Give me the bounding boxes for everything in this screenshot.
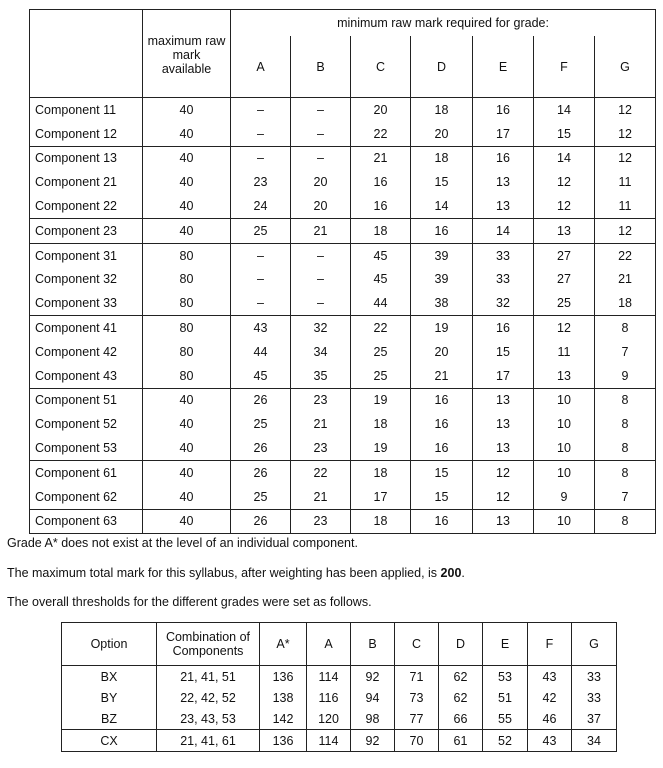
table-row xyxy=(30,122,656,146)
max-mark-cell: 40 xyxy=(143,194,231,218)
grade-cell: 16 xyxy=(411,412,473,436)
grade-cell: 26 xyxy=(231,460,291,484)
table-row xyxy=(30,460,656,484)
grade-cell: 15 xyxy=(473,340,534,364)
grade-cell: 9 xyxy=(595,364,656,388)
grade-cell: 25 xyxy=(351,364,411,388)
grade-cell: 15 xyxy=(411,460,473,484)
grade-cell: – xyxy=(291,146,351,170)
grade-cell: 20 xyxy=(411,122,473,146)
option-grade-cell: 70 xyxy=(395,730,439,752)
grade-cell: 7 xyxy=(595,485,656,509)
max-mark-cell: 40 xyxy=(143,436,231,460)
option-grade-cell: 43 xyxy=(528,666,572,688)
max-mark-cell: 40 xyxy=(143,509,231,534)
grade-cell: – xyxy=(291,243,351,267)
option-thresholds-table xyxy=(61,622,617,752)
grade-cell: – xyxy=(231,291,291,315)
grade-cell: 38 xyxy=(411,291,473,315)
table-row xyxy=(30,243,656,267)
option-grade-cell: 42 xyxy=(528,687,572,708)
grade-cell: 8 xyxy=(595,460,656,484)
table-row xyxy=(30,146,656,170)
grade-cell: 15 xyxy=(411,485,473,509)
grade-cell: 11 xyxy=(534,340,595,364)
option-grade-cell: 138 xyxy=(260,687,307,708)
grade-cell: 44 xyxy=(231,340,291,364)
combination-cell: 22, 42, 52 xyxy=(157,687,260,708)
option-grade-cell: 66 xyxy=(439,708,483,730)
table-row xyxy=(62,687,617,708)
grade-cell: 21 xyxy=(291,485,351,509)
option-grade-header: G xyxy=(572,623,617,666)
grade-cell: 12 xyxy=(473,460,534,484)
max-mark-cell: 80 xyxy=(143,316,231,340)
grade-cell: – xyxy=(291,122,351,146)
grade-cell: 32 xyxy=(291,316,351,340)
option-grade-header: E xyxy=(483,623,528,666)
grade-cell: 20 xyxy=(411,340,473,364)
table-row xyxy=(30,340,656,364)
grade-cell: 12 xyxy=(595,218,656,243)
option-grade-cell: 73 xyxy=(395,687,439,708)
grade-cell: 7 xyxy=(595,340,656,364)
grade-cell: – xyxy=(291,98,351,122)
grade-cell: – xyxy=(231,268,291,292)
option-grade-cell: 37 xyxy=(572,708,617,730)
grade-header-d: D xyxy=(411,36,473,98)
option-grade-header: D xyxy=(439,623,483,666)
option-header-row xyxy=(62,623,617,666)
max-header-line: maximum raw xyxy=(147,33,226,48)
grade-cell: – xyxy=(231,98,291,122)
component-name: Component 61 xyxy=(30,460,143,484)
grade-cell: 8 xyxy=(595,509,656,534)
table-row xyxy=(30,291,656,315)
grade-cell: 14 xyxy=(534,146,595,170)
grade-cell: 12 xyxy=(534,316,595,340)
grade-cell: 25 xyxy=(231,218,291,243)
grade-cell: 25 xyxy=(231,412,291,436)
max-mark-cell: 40 xyxy=(143,170,231,194)
table-row xyxy=(30,194,656,218)
max-mark-cell: 40 xyxy=(143,218,231,243)
grade-cell: 15 xyxy=(411,170,473,194)
component-name: Component 12 xyxy=(30,122,143,146)
max-mark-cell: 40 xyxy=(143,98,231,122)
thresholds-note: The overall thresholds for the different grades were set as follows. xyxy=(7,595,372,609)
combination-cell: 23, 43, 53 xyxy=(157,708,260,730)
grade-cell: 16 xyxy=(351,194,411,218)
grade-cell: 18 xyxy=(351,412,411,436)
table-row xyxy=(30,268,656,292)
grade-cell: 16 xyxy=(411,436,473,460)
grade-cell: 16 xyxy=(473,316,534,340)
grade-cell: 32 xyxy=(473,291,534,315)
grade-header-a: A xyxy=(231,36,291,98)
option-cell: BZ xyxy=(62,708,157,730)
option-grade-cell: 34 xyxy=(572,730,617,752)
grade-cell: 10 xyxy=(534,412,595,436)
option-grade-header: C xyxy=(395,623,439,666)
grade-cell: 13 xyxy=(534,364,595,388)
grade-cell: 18 xyxy=(351,509,411,534)
option-grade-cell: 94 xyxy=(351,687,395,708)
grade-cell: 33 xyxy=(473,243,534,267)
option-cell: BX xyxy=(62,666,157,688)
table-row xyxy=(30,388,656,412)
grade-cell: 27 xyxy=(534,268,595,292)
grade-cell: 16 xyxy=(411,218,473,243)
grade-cell: 22 xyxy=(291,460,351,484)
grade-header-g: G xyxy=(595,36,656,98)
table-row xyxy=(30,412,656,436)
grade-cell: 34 xyxy=(291,340,351,364)
component-name: Component 41 xyxy=(30,316,143,340)
option-grade-cell: 61 xyxy=(439,730,483,752)
max-mark-cell: 80 xyxy=(143,291,231,315)
option-grade-cell: 136 xyxy=(260,730,307,752)
grade-cell: 13 xyxy=(473,388,534,412)
max-mark-cell: 40 xyxy=(143,146,231,170)
table-row xyxy=(30,98,656,122)
grade-cell: – xyxy=(231,122,291,146)
option-grade-cell: 52 xyxy=(483,730,528,752)
grade-cell: 45 xyxy=(351,243,411,267)
component-name: Component 33 xyxy=(30,291,143,315)
grade-cell: 22 xyxy=(595,243,656,267)
max-mark-cell: 40 xyxy=(143,412,231,436)
grade-cell: 10 xyxy=(534,436,595,460)
max-raw-mark-header xyxy=(143,10,231,98)
grade-cell: 14 xyxy=(411,194,473,218)
combination-cell: 21, 41, 61 xyxy=(157,730,260,752)
grade-cell: 23 xyxy=(291,509,351,534)
grade-cell: 22 xyxy=(351,316,411,340)
grade-cell: 13 xyxy=(473,509,534,534)
combination-header-line: Components xyxy=(172,644,244,658)
combination-header-line: Combination of xyxy=(165,630,251,644)
grade-cell: 16 xyxy=(473,146,534,170)
grade-cell: – xyxy=(291,291,351,315)
grade-cell: 14 xyxy=(473,218,534,243)
grade-cell: 12 xyxy=(595,122,656,146)
grade-cell: 19 xyxy=(351,388,411,412)
option-grade-cell: 51 xyxy=(483,687,528,708)
grade-cell: 43 xyxy=(231,316,291,340)
option-header: Option xyxy=(62,623,157,666)
table-row xyxy=(62,666,617,688)
component-name: Component 42 xyxy=(30,340,143,364)
grade-header-f: F xyxy=(534,36,595,98)
table-row xyxy=(30,170,656,194)
option-cell: BY xyxy=(62,687,157,708)
option-cell: CX xyxy=(62,730,157,752)
grade-cell: 18 xyxy=(595,291,656,315)
grade-cell: 45 xyxy=(231,364,291,388)
grade-cell: 9 xyxy=(534,485,595,509)
grade-cell: 18 xyxy=(411,98,473,122)
grade-cell: 13 xyxy=(473,412,534,436)
max-header-line: mark xyxy=(172,47,201,62)
component-name: Component 13 xyxy=(30,146,143,170)
grade-cell: 12 xyxy=(595,98,656,122)
grade-cell: 18 xyxy=(351,460,411,484)
table-corner-cell xyxy=(30,10,143,98)
table-row xyxy=(30,218,656,243)
grade-cell: 12 xyxy=(595,146,656,170)
grade-cell: 16 xyxy=(351,170,411,194)
grade-cell: 8 xyxy=(595,436,656,460)
grade-cell: 10 xyxy=(534,509,595,534)
grade-cell: 17 xyxy=(473,122,534,146)
grade-cell: 24 xyxy=(231,194,291,218)
grade-cell: 8 xyxy=(595,388,656,412)
grade-cell: 8 xyxy=(595,316,656,340)
option-grade-cell: 46 xyxy=(528,708,572,730)
grade-cell: 25 xyxy=(351,340,411,364)
component-name: Component 62 xyxy=(30,485,143,509)
grade-cell: 16 xyxy=(411,509,473,534)
grade-cell: 27 xyxy=(534,243,595,267)
grade-cell: 12 xyxy=(534,170,595,194)
grade-cell: 20 xyxy=(351,98,411,122)
grade-cell: 10 xyxy=(534,388,595,412)
table-row xyxy=(62,730,617,752)
grade-cell: 14 xyxy=(534,98,595,122)
table-row xyxy=(30,485,656,509)
grade-header-e: E xyxy=(473,36,534,98)
grade-cell: 16 xyxy=(411,388,473,412)
option-grade-cell: 114 xyxy=(307,666,351,688)
grade-cell: 19 xyxy=(351,436,411,460)
combination-cell: 21, 41, 51 xyxy=(157,666,260,688)
grade-cell: 21 xyxy=(291,412,351,436)
component-name: Component 51 xyxy=(30,388,143,412)
grade-cell: 20 xyxy=(291,194,351,218)
grade-cell: 15 xyxy=(534,122,595,146)
grade-cell: 22 xyxy=(351,122,411,146)
max-mark-cell: 40 xyxy=(143,388,231,412)
table-row xyxy=(62,708,617,730)
option-grade-header: F xyxy=(528,623,572,666)
grade-cell: 8 xyxy=(595,412,656,436)
grade-header-b: B xyxy=(291,36,351,98)
option-grade-cell: 53 xyxy=(483,666,528,688)
component-name: Component 63 xyxy=(30,509,143,534)
grade-cell: 26 xyxy=(231,509,291,534)
option-grade-header: A xyxy=(307,623,351,666)
option-grade-cell: 120 xyxy=(307,708,351,730)
grade-cell: 19 xyxy=(411,316,473,340)
option-grade-cell: 55 xyxy=(483,708,528,730)
component-name: Component 53 xyxy=(30,436,143,460)
grade-cell: 21 xyxy=(411,364,473,388)
max-mark-cell: 80 xyxy=(143,340,231,364)
minimum-mark-span-header: minimum raw mark required for grade: xyxy=(231,10,656,37)
option-rows xyxy=(62,623,617,752)
option-grade-cell: 116 xyxy=(307,687,351,708)
grade-cell: 17 xyxy=(473,364,534,388)
max-mark-cell: 80 xyxy=(143,243,231,267)
grade-cell: 18 xyxy=(351,218,411,243)
option-grade-cell: 92 xyxy=(351,730,395,752)
table-row xyxy=(30,509,656,534)
grade-cell: 21 xyxy=(595,268,656,292)
a-star-note: Grade A* does not exist at the level of an individual component. xyxy=(7,536,358,550)
grade-cell: 26 xyxy=(231,436,291,460)
max-total-prefix: The maximum total mark for this syllabus, after weighting has been applied, is xyxy=(7,566,441,580)
grade-cell: 16 xyxy=(473,98,534,122)
table-row xyxy=(30,364,656,388)
option-grade-cell: 98 xyxy=(351,708,395,730)
grade-cell: 11 xyxy=(595,194,656,218)
option-grade-cell: 33 xyxy=(572,687,617,708)
option-grade-cell: 71 xyxy=(395,666,439,688)
table-row xyxy=(30,436,656,460)
component-name: Component 22 xyxy=(30,194,143,218)
option-grade-cell: 33 xyxy=(572,666,617,688)
grade-cell: 13 xyxy=(473,436,534,460)
grade-cell: 20 xyxy=(291,170,351,194)
grade-cell: 23 xyxy=(291,436,351,460)
component-name: Component 32 xyxy=(30,268,143,292)
component-name: Component 31 xyxy=(30,243,143,267)
grade-header-c: C xyxy=(351,36,411,98)
grade-cell: 35 xyxy=(291,364,351,388)
max-total-note xyxy=(7,566,465,580)
grade-cell: 12 xyxy=(473,485,534,509)
grade-cell: 10 xyxy=(534,460,595,484)
option-grade-cell: 142 xyxy=(260,708,307,730)
grade-cell: 45 xyxy=(351,268,411,292)
grade-cell: 39 xyxy=(411,243,473,267)
grade-cell: 25 xyxy=(534,291,595,315)
option-grade-cell: 92 xyxy=(351,666,395,688)
component-name: Component 43 xyxy=(30,364,143,388)
combination-header xyxy=(157,623,260,666)
component-name: Component 21 xyxy=(30,170,143,194)
grade-cell: 13 xyxy=(473,194,534,218)
max-mark-cell: 40 xyxy=(143,460,231,484)
grade-cell: 25 xyxy=(231,485,291,509)
component-rows xyxy=(30,98,656,534)
max-total-value: 200 xyxy=(440,566,462,580)
max-total-suffix: . xyxy=(461,566,465,580)
grade-cell: 12 xyxy=(534,194,595,218)
option-grade-cell: 136 xyxy=(260,666,307,688)
grade-cell: 13 xyxy=(534,218,595,243)
max-mark-cell: 40 xyxy=(143,122,231,146)
grade-cell: – xyxy=(231,146,291,170)
grade-cell: 21 xyxy=(291,218,351,243)
grade-cell: 18 xyxy=(411,146,473,170)
option-grade-header: A* xyxy=(260,623,307,666)
grade-cell: – xyxy=(291,268,351,292)
grade-cell: 39 xyxy=(411,268,473,292)
grade-cell: 26 xyxy=(231,388,291,412)
option-grade-cell: 62 xyxy=(439,687,483,708)
grade-cell: 21 xyxy=(351,146,411,170)
option-grade-cell: 77 xyxy=(395,708,439,730)
option-grade-header: B xyxy=(351,623,395,666)
grade-cell: 23 xyxy=(291,388,351,412)
grade-cell: – xyxy=(231,243,291,267)
grade-cell: 33 xyxy=(473,268,534,292)
table-row xyxy=(30,316,656,340)
component-name: Component 11 xyxy=(30,98,143,122)
max-header-line: available xyxy=(161,61,212,76)
grade-cell: 13 xyxy=(473,170,534,194)
max-mark-cell: 80 xyxy=(143,364,231,388)
grade-cell: 17 xyxy=(351,485,411,509)
option-grade-cell: 62 xyxy=(439,666,483,688)
max-mark-cell: 40 xyxy=(143,485,231,509)
grade-cell: 44 xyxy=(351,291,411,315)
option-grade-cell: 43 xyxy=(528,730,572,752)
grade-cell: 23 xyxy=(231,170,291,194)
option-grade-cell: 114 xyxy=(307,730,351,752)
component-name: Component 23 xyxy=(30,218,143,243)
component-name: Component 52 xyxy=(30,412,143,436)
max-mark-cell: 80 xyxy=(143,268,231,292)
component-thresholds-table xyxy=(29,9,656,534)
grade-cell: 11 xyxy=(595,170,656,194)
